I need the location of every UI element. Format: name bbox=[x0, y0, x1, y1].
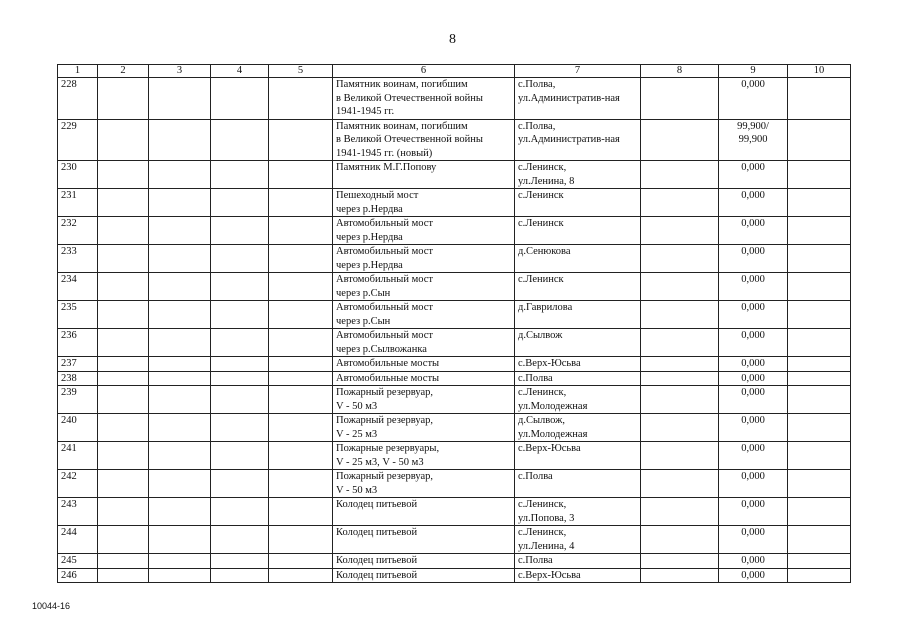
empty-cell bbox=[98, 245, 149, 273]
empty-cell bbox=[149, 357, 211, 372]
empty-cell bbox=[149, 119, 211, 161]
empty-cell bbox=[788, 470, 851, 498]
header-row bbox=[58, 65, 851, 78]
object-name-cell: Памятник М.Г.Попову bbox=[333, 161, 515, 189]
empty-cell bbox=[788, 414, 851, 442]
empty-cell bbox=[269, 78, 333, 120]
empty-cell bbox=[98, 554, 149, 569]
table-row bbox=[58, 357, 851, 372]
row-number-cell: 244 bbox=[58, 526, 98, 554]
empty-cell bbox=[211, 371, 269, 386]
empty-cell bbox=[788, 78, 851, 120]
row-number-cell: 235 bbox=[58, 301, 98, 329]
column-header: 6 bbox=[333, 65, 515, 78]
empty-cell bbox=[641, 301, 719, 329]
empty-cell bbox=[788, 357, 851, 372]
empty-cell bbox=[788, 498, 851, 526]
empty-cell bbox=[98, 273, 149, 301]
object-name-cell: Автомобильный мост через р.Нердва bbox=[333, 217, 515, 245]
object-name-cell: Пешеходный мост через р.Нердва bbox=[333, 189, 515, 217]
empty-cell bbox=[641, 568, 719, 583]
row-number-cell: 236 bbox=[58, 329, 98, 357]
object-name-cell: Автомобильный мост через р.Сылвожанка bbox=[333, 329, 515, 357]
empty-cell bbox=[211, 568, 269, 583]
value-cell: 0,000 bbox=[719, 357, 788, 372]
empty-cell bbox=[149, 273, 211, 301]
object-name-cell: Пожарный резервуар, V - 25 м3 bbox=[333, 414, 515, 442]
empty-cell bbox=[269, 414, 333, 442]
empty-cell bbox=[211, 470, 269, 498]
row-number-cell: 237 bbox=[58, 357, 98, 372]
table-row bbox=[58, 568, 851, 583]
row-number-cell: 241 bbox=[58, 442, 98, 470]
empty-cell bbox=[641, 414, 719, 442]
column-header: 9 bbox=[719, 65, 788, 78]
table-row bbox=[58, 554, 851, 569]
object-name-cell: Колодец питьевой bbox=[333, 568, 515, 583]
row-number-cell: 230 bbox=[58, 161, 98, 189]
empty-cell bbox=[788, 245, 851, 273]
table-row bbox=[58, 273, 851, 301]
empty-cell bbox=[149, 554, 211, 569]
table-row bbox=[58, 217, 851, 245]
row-number-cell: 232 bbox=[58, 217, 98, 245]
empty-cell bbox=[269, 554, 333, 569]
empty-cell bbox=[788, 386, 851, 414]
empty-cell bbox=[149, 301, 211, 329]
empty-cell bbox=[98, 386, 149, 414]
address-cell: д.Сылвож bbox=[515, 329, 641, 357]
value-cell: 0,000 bbox=[719, 189, 788, 217]
empty-cell bbox=[149, 161, 211, 189]
document-code: 10044-16 bbox=[32, 601, 71, 611]
address-cell: с.Верх-Юсьва bbox=[515, 442, 641, 470]
empty-cell bbox=[788, 301, 851, 329]
address-cell: с.Ленинск, ул.Попова, 3 bbox=[515, 498, 641, 526]
value-cell: 99,900/ 99,900 bbox=[719, 119, 788, 161]
empty-cell bbox=[211, 119, 269, 161]
value-cell: 0,000 bbox=[719, 498, 788, 526]
object-name-cell: Автомобильный мост через р.Нердва bbox=[333, 245, 515, 273]
empty-cell bbox=[149, 442, 211, 470]
empty-cell bbox=[149, 470, 211, 498]
empty-cell bbox=[641, 470, 719, 498]
value-cell: 0,000 bbox=[719, 161, 788, 189]
value-cell: 0,000 bbox=[719, 526, 788, 554]
empty-cell bbox=[269, 526, 333, 554]
empty-cell bbox=[149, 371, 211, 386]
address-cell: с.Ленинск bbox=[515, 189, 641, 217]
empty-cell bbox=[641, 386, 719, 414]
value-cell: 0,000 bbox=[719, 273, 788, 301]
registry-table bbox=[57, 64, 851, 583]
row-number-cell: 245 bbox=[58, 554, 98, 569]
value-cell: 0,000 bbox=[719, 554, 788, 569]
row-number-cell: 231 bbox=[58, 189, 98, 217]
empty-cell bbox=[149, 568, 211, 583]
empty-cell bbox=[269, 217, 333, 245]
row-number-cell: 228 bbox=[58, 78, 98, 120]
empty-cell bbox=[269, 470, 333, 498]
empty-cell bbox=[211, 386, 269, 414]
empty-cell bbox=[788, 371, 851, 386]
address-cell: с.Верх-Юсьва bbox=[515, 357, 641, 372]
row-number-cell: 243 bbox=[58, 498, 98, 526]
empty-cell bbox=[269, 273, 333, 301]
column-header: 3 bbox=[149, 65, 211, 78]
empty-cell bbox=[641, 554, 719, 569]
empty-cell bbox=[788, 119, 851, 161]
object-name-cell: Пожарный резервуар, V - 50 м3 bbox=[333, 470, 515, 498]
empty-cell bbox=[98, 498, 149, 526]
empty-cell bbox=[98, 189, 149, 217]
empty-cell bbox=[641, 526, 719, 554]
empty-cell bbox=[788, 161, 851, 189]
row-number-cell: 240 bbox=[58, 414, 98, 442]
empty-cell bbox=[641, 217, 719, 245]
empty-cell bbox=[641, 245, 719, 273]
table-row bbox=[58, 442, 851, 470]
object-name-cell: Памятник воинам, погибшим в Великой Отечественной войны 1941-1945 гг. (новый) bbox=[333, 119, 515, 161]
page-number: 8 bbox=[449, 32, 456, 47]
empty-cell bbox=[788, 568, 851, 583]
address-cell: с.Ленинск bbox=[515, 273, 641, 301]
empty-cell bbox=[98, 442, 149, 470]
row-number-cell: 233 bbox=[58, 245, 98, 273]
table-row bbox=[58, 526, 851, 554]
value-cell: 0,000 bbox=[719, 371, 788, 386]
empty-cell bbox=[98, 161, 149, 189]
value-cell: 0,000 bbox=[719, 442, 788, 470]
value-cell: 0,000 bbox=[719, 217, 788, 245]
empty-cell bbox=[211, 498, 269, 526]
table-body bbox=[58, 78, 851, 583]
empty-cell bbox=[269, 245, 333, 273]
empty-cell bbox=[641, 273, 719, 301]
row-number-cell: 246 bbox=[58, 568, 98, 583]
empty-cell bbox=[641, 78, 719, 120]
value-cell: 0,000 bbox=[719, 386, 788, 414]
empty-cell bbox=[641, 189, 719, 217]
empty-cell bbox=[641, 357, 719, 372]
object-name-cell: Колодец питьевой bbox=[333, 554, 515, 569]
table-row bbox=[58, 119, 851, 161]
empty-cell bbox=[641, 498, 719, 526]
object-name-cell: Пожарные резервуары, V - 25 м3, V - 50 м3 bbox=[333, 442, 515, 470]
empty-cell bbox=[211, 442, 269, 470]
empty-cell bbox=[98, 78, 149, 120]
row-number-cell: 238 bbox=[58, 371, 98, 386]
empty-cell bbox=[149, 329, 211, 357]
table-row bbox=[58, 329, 851, 357]
empty-cell bbox=[788, 329, 851, 357]
empty-cell bbox=[641, 371, 719, 386]
address-cell: с.Полва, ул.Административ-ная bbox=[515, 78, 641, 120]
row-number-cell: 234 bbox=[58, 273, 98, 301]
column-header: 4 bbox=[211, 65, 269, 78]
empty-cell bbox=[788, 554, 851, 569]
row-number-cell: 239 bbox=[58, 386, 98, 414]
table-row bbox=[58, 161, 851, 189]
value-cell: 0,000 bbox=[719, 414, 788, 442]
empty-cell bbox=[788, 189, 851, 217]
table-row bbox=[58, 386, 851, 414]
empty-cell bbox=[211, 357, 269, 372]
empty-cell bbox=[788, 442, 851, 470]
empty-cell bbox=[269, 442, 333, 470]
empty-cell bbox=[641, 442, 719, 470]
empty-cell bbox=[641, 329, 719, 357]
empty-cell bbox=[149, 78, 211, 120]
empty-cell bbox=[211, 301, 269, 329]
column-header: 7 bbox=[515, 65, 641, 78]
empty-cell bbox=[788, 526, 851, 554]
address-cell: д.Гаврилова bbox=[515, 301, 641, 329]
empty-cell bbox=[98, 568, 149, 583]
table-row bbox=[58, 78, 851, 120]
value-cell: 0,000 bbox=[719, 568, 788, 583]
row-number-cell: 229 bbox=[58, 119, 98, 161]
empty-cell bbox=[211, 273, 269, 301]
empty-cell bbox=[149, 498, 211, 526]
column-header: 8 bbox=[641, 65, 719, 78]
column-header: 10 bbox=[788, 65, 851, 78]
object-name-cell: Колодец питьевой bbox=[333, 526, 515, 554]
value-cell: 0,000 bbox=[719, 470, 788, 498]
empty-cell bbox=[211, 414, 269, 442]
empty-cell bbox=[149, 414, 211, 442]
empty-cell bbox=[788, 273, 851, 301]
object-name-cell: Колодец питьевой bbox=[333, 498, 515, 526]
empty-cell bbox=[98, 119, 149, 161]
empty-cell bbox=[269, 498, 333, 526]
empty-cell bbox=[641, 161, 719, 189]
empty-cell bbox=[149, 217, 211, 245]
empty-cell bbox=[788, 217, 851, 245]
column-header: 5 bbox=[269, 65, 333, 78]
empty-cell bbox=[98, 357, 149, 372]
address-cell: с.Верх-Юсьва bbox=[515, 568, 641, 583]
empty-cell bbox=[269, 301, 333, 329]
empty-cell bbox=[269, 329, 333, 357]
empty-cell bbox=[98, 470, 149, 498]
table-row bbox=[58, 301, 851, 329]
value-cell: 0,000 bbox=[719, 329, 788, 357]
value-cell: 0,000 bbox=[719, 245, 788, 273]
value-cell: 0,000 bbox=[719, 301, 788, 329]
empty-cell bbox=[98, 217, 149, 245]
empty-cell bbox=[149, 526, 211, 554]
empty-cell bbox=[149, 245, 211, 273]
address-cell: с.Ленинск bbox=[515, 217, 641, 245]
empty-cell bbox=[269, 357, 333, 372]
address-cell: д.Сылвож, ул.Молодежная bbox=[515, 414, 641, 442]
column-header: 1 bbox=[58, 65, 98, 78]
address-cell: с.Полва, ул.Административ-ная bbox=[515, 119, 641, 161]
empty-cell bbox=[211, 189, 269, 217]
address-cell: д.Сенюкова bbox=[515, 245, 641, 273]
table-row bbox=[58, 245, 851, 273]
empty-cell bbox=[98, 414, 149, 442]
object-name-cell: Пожарный резервуар, V - 50 м3 bbox=[333, 386, 515, 414]
empty-cell bbox=[269, 386, 333, 414]
empty-cell bbox=[211, 329, 269, 357]
object-name-cell: Автомобильный мост через р.Сын bbox=[333, 273, 515, 301]
empty-cell bbox=[269, 568, 333, 583]
column-header: 2 bbox=[98, 65, 149, 78]
table-row bbox=[58, 371, 851, 386]
row-number-cell: 242 bbox=[58, 470, 98, 498]
empty-cell bbox=[211, 245, 269, 273]
empty-cell bbox=[211, 217, 269, 245]
empty-cell bbox=[98, 371, 149, 386]
value-cell: 0,000 bbox=[719, 78, 788, 120]
table-row bbox=[58, 189, 851, 217]
object-name-cell: Автомобильный мост через р.Сын bbox=[333, 301, 515, 329]
empty-cell bbox=[149, 189, 211, 217]
empty-cell bbox=[269, 119, 333, 161]
address-cell: с.Ленинск, ул.Молодежная bbox=[515, 386, 641, 414]
table-row bbox=[58, 470, 851, 498]
table-row bbox=[58, 414, 851, 442]
object-name-cell: Автомобильные мосты bbox=[333, 371, 515, 386]
empty-cell bbox=[98, 526, 149, 554]
empty-cell bbox=[211, 161, 269, 189]
object-name-cell: Памятник воинам, погибшим в Великой Отечественной войны 1941-1945 гг. bbox=[333, 78, 515, 120]
empty-cell bbox=[98, 329, 149, 357]
address-cell: с.Полва bbox=[515, 470, 641, 498]
empty-cell bbox=[211, 554, 269, 569]
table-row bbox=[58, 498, 851, 526]
empty-cell bbox=[149, 386, 211, 414]
address-cell: с.Полва bbox=[515, 371, 641, 386]
address-cell: с.Полва bbox=[515, 554, 641, 569]
empty-cell bbox=[211, 78, 269, 120]
empty-cell bbox=[211, 526, 269, 554]
empty-cell bbox=[269, 161, 333, 189]
empty-cell bbox=[641, 119, 719, 161]
empty-cell bbox=[98, 301, 149, 329]
empty-cell bbox=[269, 371, 333, 386]
address-cell: с.Ленинск, ул.Ленина, 8 bbox=[515, 161, 641, 189]
object-name-cell: Автомобильные мосты bbox=[333, 357, 515, 372]
address-cell: с.Ленинск, ул.Ленина, 4 bbox=[515, 526, 641, 554]
empty-cell bbox=[269, 189, 333, 217]
